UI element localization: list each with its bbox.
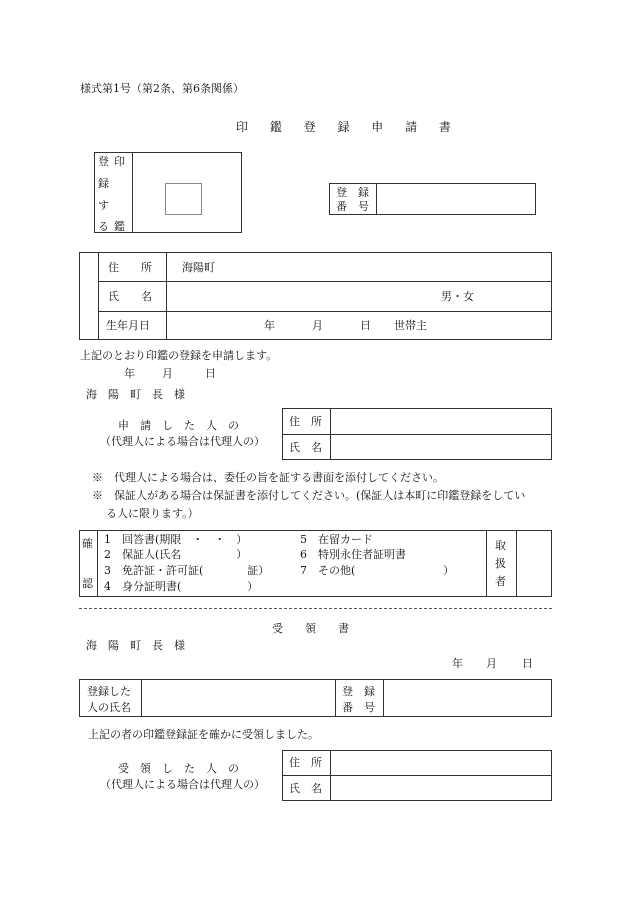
receipt-month: 月 — [486, 657, 497, 670]
receiver-address-label: 住 所 — [289, 756, 322, 769]
receipt-reg-number-label: 登 録 — [342, 685, 375, 698]
handler-stamp-field[interactable] — [518, 532, 550, 595]
seal-label-char: 鑑 — [114, 220, 125, 233]
applicant-address-label: 住 所 — [289, 415, 322, 428]
registration-number-field[interactable] — [378, 185, 534, 213]
handler-char: 取 — [495, 539, 506, 552]
date-day: 日 — [205, 367, 216, 380]
applicant-person-line2: （代理人による場合は代理人の） — [100, 435, 265, 448]
request-text: 上記のとおり印鑑の登録を申請します。 — [80, 349, 278, 362]
name-field[interactable] — [168, 283, 428, 309]
confirm-label-bottom: 認 — [82, 577, 93, 590]
confirm-item[interactable]: 3 免許証・許可証( 証） — [104, 564, 270, 577]
confirm-item[interactable]: 2 保証人(氏名 ） — [104, 548, 248, 561]
seal-label-char: 録 — [98, 177, 109, 190]
name-label: 氏 名 — [108, 290, 152, 303]
birth-year-unit: 年 — [264, 319, 275, 332]
date-year: 年 — [124, 367, 135, 380]
note-proxy: ※ 代理人による場合は、委任の旨を証する書面を添付してください。 — [92, 471, 444, 484]
birth-day-unit: 日 — [360, 319, 371, 332]
receipt-day: 日 — [522, 657, 533, 670]
cut-line — [79, 608, 552, 609]
receipt-reg-number-field[interactable] — [385, 681, 550, 715]
receiver-line2: （代理人による場合は代理人の） — [100, 778, 265, 791]
address-label: 住 所 — [108, 261, 152, 274]
registrant-name-field[interactable] — [143, 681, 333, 715]
receipt-confirm-text: 上記の者の印鑑登録証を確かに受領しました。 — [88, 728, 319, 741]
address-value[interactable]: 海陽町 — [182, 261, 215, 274]
confirm-label-top: 確 — [82, 537, 93, 550]
confirm-item[interactable]: 4 身分証明書( ） — [104, 580, 259, 593]
reg-number-label: 番 号 — [336, 200, 369, 213]
applicant-address-field[interactable] — [332, 410, 550, 433]
registrant-label: 人の氏名 — [87, 701, 131, 714]
birth-month-unit: 月 — [312, 319, 323, 332]
household-head-label: 世帯主 — [394, 319, 427, 332]
receipt-addressee: 海 陽 町 長 様 — [86, 639, 185, 652]
seal-label-char: 登 — [98, 155, 109, 168]
confirm-item[interactable]: 1 回答書(期限 ・ ・ ） — [104, 533, 248, 546]
handler-char: 扱 — [495, 557, 506, 570]
receipt-year: 年 — [452, 657, 463, 670]
confirm-item[interactable]: 7 その他( ） — [300, 564, 455, 577]
form-number: 様式第1号（第2条、第6条関係） — [80, 82, 244, 95]
receipt-title: 受 領 書 — [272, 622, 349, 635]
seal-label-char: る — [98, 220, 109, 233]
receipt-reg-number-label: 番 号 — [342, 701, 375, 714]
note-guarantor-cont: る人に限ります。） — [106, 507, 199, 520]
page-title: 印 鑑 登 録 申 請 書 — [236, 120, 460, 134]
confirm-item[interactable]: 6 特別永住者証明書 — [300, 548, 406, 561]
receiver-address-field[interactable] — [332, 752, 550, 774]
receiver-name-label: 氏 名 — [289, 782, 322, 795]
applicant-name-label: 氏 名 — [289, 441, 322, 454]
seal-label-char: 印 — [114, 155, 125, 168]
receiver-line1: 受 領 し た 人 の — [118, 762, 239, 775]
receiver-name-field[interactable] — [332, 777, 550, 799]
applicant-name-field[interactable] — [332, 436, 550, 459]
date-month: 月 — [162, 367, 173, 380]
reg-number-label: 登 録 — [336, 186, 369, 199]
confirm-item[interactable]: 5 在留カード — [300, 533, 373, 546]
gender-selector[interactable]: 男・女 — [441, 290, 474, 303]
applicant-person-line1: 申 請 し た 人 の — [118, 419, 239, 432]
handler-char: 者 — [495, 575, 506, 588]
note-guarantor: ※ 保証人がある場合は保証書を添付してください。(保証人は本町に印鑑登録をしてい — [92, 489, 526, 502]
birthdate-label: 生年月日 — [106, 319, 150, 332]
seal-label-char: す — [98, 199, 109, 212]
addressee: 海 陽 町 長 様 — [86, 388, 185, 401]
registrant-label: 登録した — [87, 685, 131, 698]
seal-stamp-area[interactable] — [165, 183, 202, 215]
